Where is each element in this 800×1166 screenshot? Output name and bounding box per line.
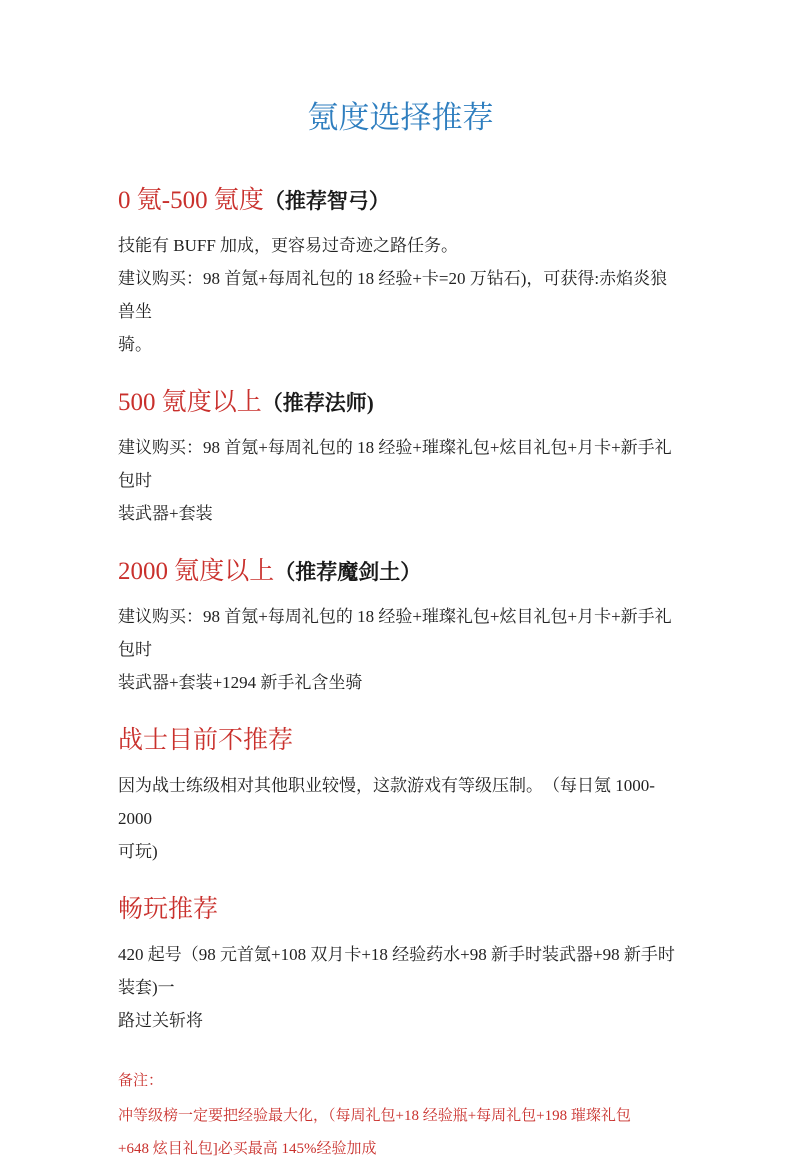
body-line: 技能有 BUFF 加成，更容易过奇迹之路任务。 — [118, 236, 459, 255]
body-line: 建议购买：98 首氪+每周礼包的 18 经验+卡=20 万钻石)，可获得:赤焰炎狼兽坐 — [118, 269, 668, 321]
section-casual-play — [118, 894, 683, 1037]
body-line: 装武器+套装+1294 新手礼含坐骑 — [118, 673, 363, 692]
body-line: 建议购买：98 首氪+每周礼包的 18 经验+璀璨礼包+炫目礼包+月卡+新手礼包时 — [118, 607, 672, 659]
page-title: 氪度选择推荐 — [307, 100, 494, 135]
heading-red-text: 畅玩推荐 — [118, 896, 219, 923]
section-heading — [118, 185, 683, 217]
body-line: 骑。 — [118, 335, 152, 354]
body-line: 路过关斩将 — [118, 1011, 203, 1030]
section-heading — [118, 387, 683, 419]
body-line: 建议购买：98 首氪+每周礼包的 18 经验+璀璨礼包+炫目礼包+月卡+新手礼包时 — [118, 438, 672, 490]
heading-red-text: 2000 氪度以上 — [118, 558, 275, 585]
remarks-line: +648 炫目礼包]必买最高 145%经验加成 — [118, 1141, 377, 1157]
heading-suffix-text: （推荐法师) — [261, 391, 374, 415]
heading-red-text: 0 氪-500 氪度 — [118, 187, 264, 214]
remarks-line: 冲等级榜一定要把经验最大化，（每周礼包+18 经验瓶+每周礼包+198 璀璨礼包 — [118, 1108, 631, 1124]
heading-suffix-text: （推荐魔剑土） — [274, 560, 422, 584]
body-line: 因为战士练级相对其他职业较慢，这款游戏有等级压制。 （每日氪 1000-2000 — [118, 776, 655, 828]
remarks-block — [118, 1068, 683, 1166]
remarks-label: 备注： — [118, 1073, 164, 1089]
heading-red-text: 战士目前不推荐 — [118, 727, 294, 754]
section-0-500 — [118, 185, 683, 361]
heading-suffix-text: （推荐智弓） — [263, 189, 390, 213]
body-line: 420 起号（98 元首氪+108 双月卡+18 经验药水+98 新手时装武器+98 新手时装套)一 — [118, 945, 675, 997]
body-line: 可玩) — [118, 842, 158, 861]
section-500-plus — [118, 387, 683, 530]
section-heading — [118, 725, 683, 757]
section-heading — [118, 556, 683, 588]
section-warrior-not-recommended — [118, 725, 683, 868]
section-2000-plus — [118, 556, 683, 699]
section-heading — [118, 894, 683, 926]
heading-red-text: 500 氪度以上 — [118, 389, 262, 416]
body-line: 装武器+套装 — [118, 504, 213, 523]
